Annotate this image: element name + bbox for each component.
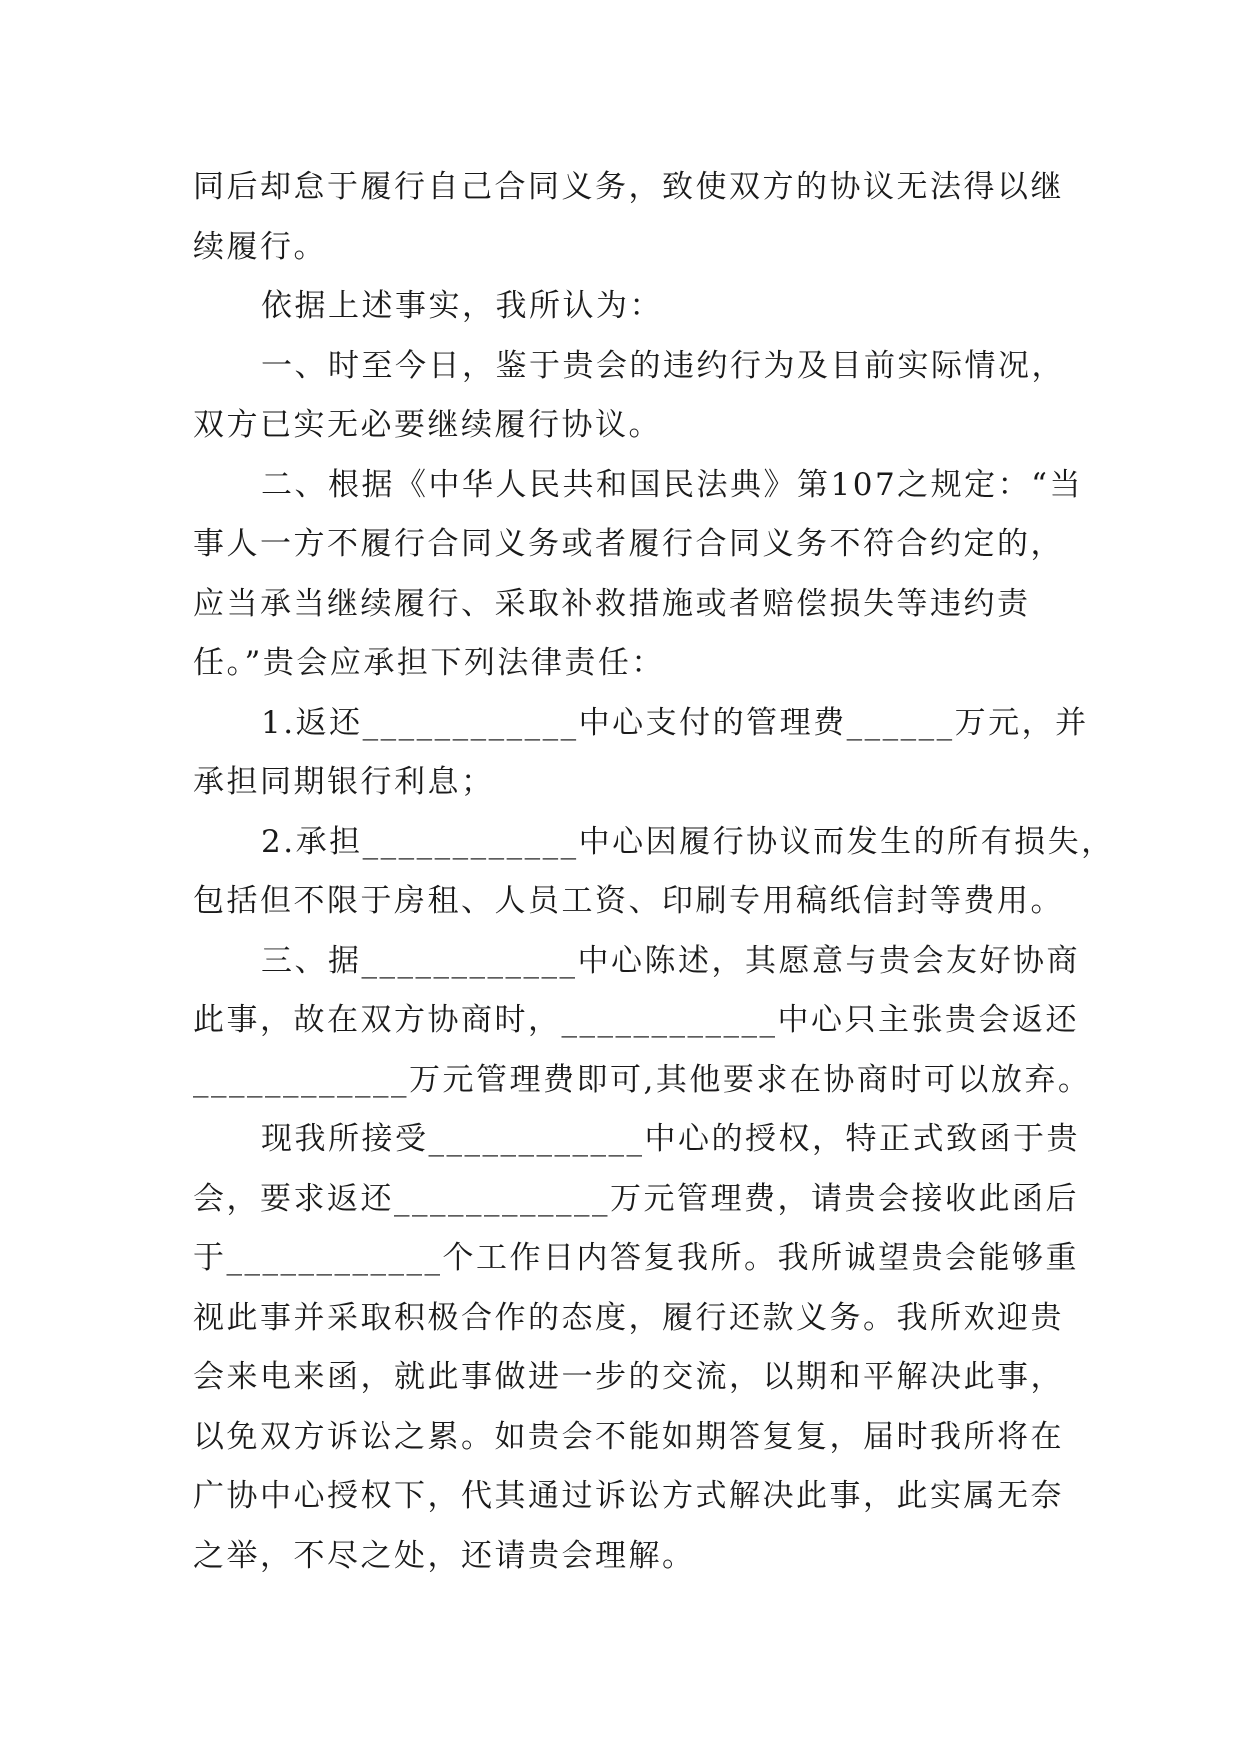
text-line: 于____________个工作日内答复我所。我所诚望贵会能够重 <box>193 1240 1079 1276</box>
text-line: 二、根据《中华人民共和国民法典》第107之规定：“当 <box>261 466 1084 503</box>
text-line: 之举，不尽之处，还请贵会理解。 <box>193 1537 696 1574</box>
text-line: 会来电来函，就此事做进一步的交流，以期和平解决此事， <box>193 1359 1064 1395</box>
text-line: 包括但不限于房租、人员工资、印刷专用稿纸信封等费用。 <box>193 883 1064 919</box>
text-line: 广协中心授权下，代其通过诉讼方式解决此事，此实属无奈 <box>193 1478 1064 1514</box>
document-body <box>193 158 1115 1586</box>
text-line: 以免双方诉讼之累。如贵会不能如期答复复，届时我所将在 <box>193 1418 1064 1455</box>
text-line: 视此事并采取积极合作的态度，履行还款义务。我所欢迎贵 <box>193 1299 1064 1336</box>
text-line: 续履行。 <box>193 228 327 265</box>
text-line: 会，要求返还____________万元管理费，请贵会接收此函后 <box>193 1180 1079 1217</box>
text-line: 三、据____________中心陈述，其愿意与贵会友好协商 <box>261 942 1080 979</box>
text-line: 现我所接受____________中心的授权，特正式致函于贵 <box>261 1121 1080 1157</box>
text-line: 一、时至今日，鉴于贵会的违约行为及目前实际情况， <box>261 347 1065 384</box>
text-line: 承担同期银行利息； <box>193 764 495 800</box>
text-line: 同后却怠于履行自己合同义务，致使双方的协议无法得以继 <box>193 169 1064 205</box>
text-line: 任。”贵会应承担下列法律责任： <box>193 645 665 681</box>
text-line: ____________万元管理费即可,其他要求在协商时可以放弃。 <box>193 1061 1092 1098</box>
text-line: 依据上述事实，我所认为： <box>261 288 663 324</box>
text-line: 应当承当继续履行、采取补救措施或者赔偿损失等违约责 <box>193 585 1031 622</box>
text-line: 此事，故在双方协商时，____________中心只主张贵会返还 <box>193 1002 1079 1038</box>
text-line: 1.返还____________中心支付的管理费______万元，并 <box>261 704 1089 741</box>
text-line: 2.承担____________中心因履行协议而发生的所有损失， <box>261 823 1115 860</box>
text-line: 双方已实无必要继续履行协议。 <box>193 407 662 443</box>
text-line: 事人一方不履行合同义务或者履行合同义务不符合约定的， <box>193 526 1064 562</box>
